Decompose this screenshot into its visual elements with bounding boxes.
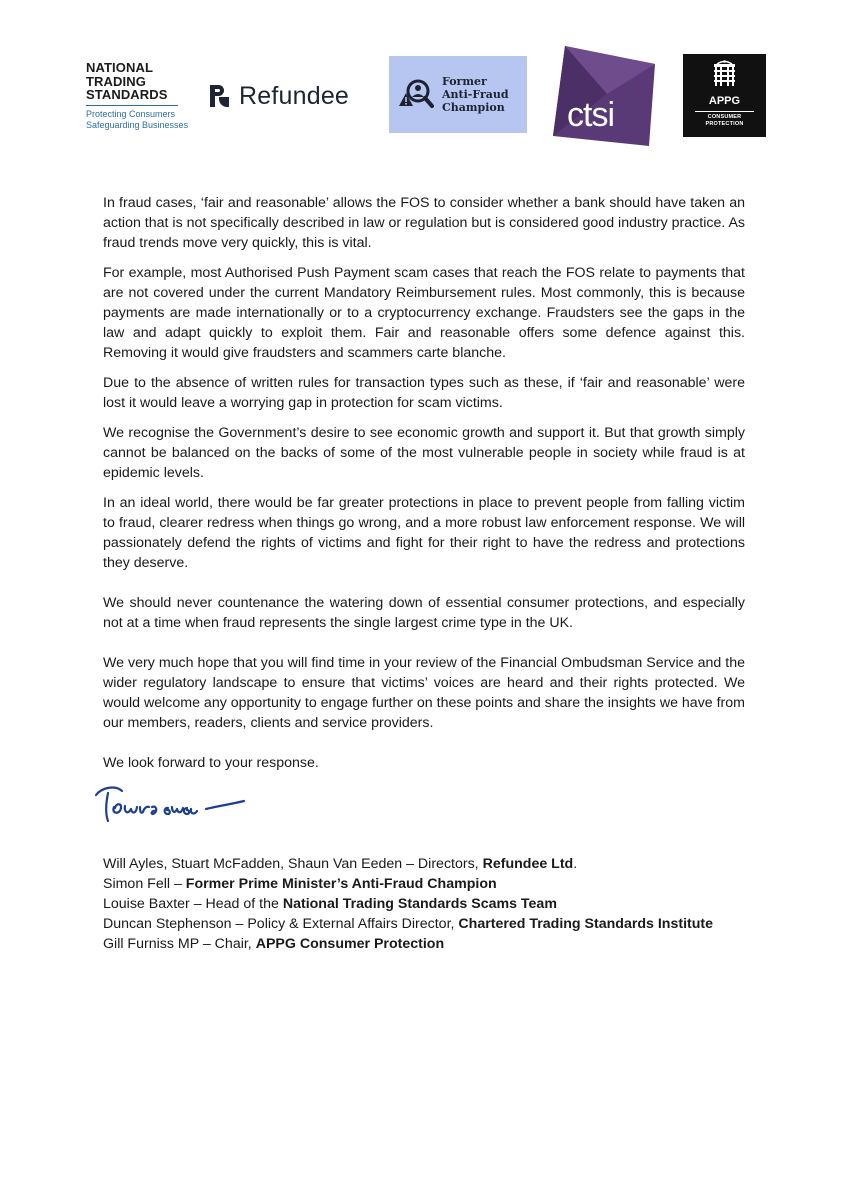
refundee-r-icon xyxy=(210,85,230,107)
ctsi-logo xyxy=(553,46,655,146)
nts-tagline-line-1: Protecting Consumers xyxy=(86,108,176,119)
nts-title-line-3: STANDARDS xyxy=(86,87,168,102)
signatory-organisation: Former Prime Minister’s Anti-Fraud Champion xyxy=(185,876,497,892)
appg-subtitle-line-1: CONSUMER xyxy=(707,114,742,120)
paragraph-economic-growth: We recognise the Government’s desire to see economic growth and support it. But that growth simply cannot be balanced on the backs of some of the most vulnerable people in society while fraud is at epidemic levels. xyxy=(103,425,745,481)
signatory-organisation: APPG Consumer Protection xyxy=(255,936,445,952)
refundee-wordmark: Refundee xyxy=(239,81,350,110)
refundee-logo xyxy=(210,80,349,112)
appg-subtitle xyxy=(683,114,766,128)
signatory-name-role: Duncan Stephenson – Policy & External Affairs Director, xyxy=(103,916,459,932)
signatory-anti-fraud-champion xyxy=(103,874,783,894)
signatory-name-role: Simon Fell – xyxy=(103,876,186,892)
paragraph-app-scam-example: For example, most Authorised Push Payment scam cases that reach the FOS relate to payments that are not covered under the current Mandatory Reimbursement rules. Most commonly, this is because payments are made internationally or to a cryptocurrency exchange. Fraudsters see the gaps in the law and adapt quickly to exploit them. Fair and reasonable offers some defence against this. Removing it would give fraudsters and scammers carte blanche. xyxy=(103,265,745,361)
paragraph-absence-of-rules: Due to the absence of written rules for transaction types such as these, if ‘fair and reasonable’ were lost it would leave a worrying gap in protection for scam victims. xyxy=(103,375,745,411)
signatories-list xyxy=(103,854,783,954)
signatory-refundee xyxy=(103,854,783,874)
portcullis-icon xyxy=(712,60,737,88)
signatory-organisation: Refundee Ltd xyxy=(482,856,574,872)
signatory-organisation: Chartered Trading Standards Institute xyxy=(458,916,714,932)
paragraph-review-hope: We very much hope that you will find time in your review of the Financial Ombudsman Service and the wider regulatory landscape to ensure that victims’ voices are heard and their rights protected. We would welcome any opportunity to engage further on these points and share the insights we have from our members, readers, clients and service providers. xyxy=(103,655,745,731)
paragraph-never-countenance: We should never countenance the watering down of essential consumer protections, and especially not at a time when fraud represents the single largest crime type in the UK. xyxy=(103,595,745,631)
signatory-ctsi xyxy=(103,914,783,934)
anti-fraud-champion-text xyxy=(442,75,509,114)
nts-tagline-line-2: Safeguarding Businesses xyxy=(86,119,189,130)
anti-fraud-line-3: Champion xyxy=(442,101,505,114)
appg-consumer-protection-logo xyxy=(683,54,766,137)
handwritten-signature xyxy=(92,781,252,827)
ctsi-wordmark: ctsi xyxy=(567,96,614,134)
nts-title-line-1: NATIONAL xyxy=(86,60,153,75)
signatory-organisation: National Trading Standards Scams Team xyxy=(282,896,557,912)
appg-subtitle-line-2: PROTECTION xyxy=(705,121,744,127)
nts-divider xyxy=(86,105,178,106)
paragraph-closing: We look forward to your response. xyxy=(103,755,319,771)
appg-divider xyxy=(695,111,754,112)
anti-fraud-champion-logo xyxy=(389,56,527,133)
signatory-nts-scams-team xyxy=(103,894,783,914)
anti-fraud-line-2: Anti-Fraud xyxy=(442,88,509,101)
paragraph-ideal-world: In an ideal world, there would be far greater protections in place to prevent people from falling victim to fraud, clearer redress when things go wrong, and a more robust law enforcement response. We will passionately defend the rights of victims and fight for their right to have the redress and protections they deserve. xyxy=(103,495,745,571)
paragraph-fair-and-reasonable: In fraud cases, ‘fair and reasonable’ allows the FOS to consider whether a bank should have taken an action that is not specifically described in law or regulation but is considered good industry practice. As fraud trends move very quickly, this is vital. xyxy=(103,195,745,251)
magnifier-warning-icon xyxy=(398,78,434,112)
appg-title: APPG xyxy=(708,95,741,107)
nts-title-line-2: TRADING xyxy=(86,73,146,89)
anti-fraud-line-1: Former xyxy=(442,75,487,88)
signatory-name-role: Louise Baxter – Head of the xyxy=(103,896,283,912)
logo-banner xyxy=(0,0,848,160)
letter-body xyxy=(103,193,745,773)
signatory-suffix: . xyxy=(573,856,578,872)
signatory-appg xyxy=(103,934,783,954)
national-trading-standards-logo xyxy=(86,61,196,131)
signatory-name-role: Will Ayles, Stuart McFadden, Shaun Van Eeden – Directors, xyxy=(103,856,483,872)
signatory-name-role: Gill Furniss MP – Chair, xyxy=(103,936,256,952)
